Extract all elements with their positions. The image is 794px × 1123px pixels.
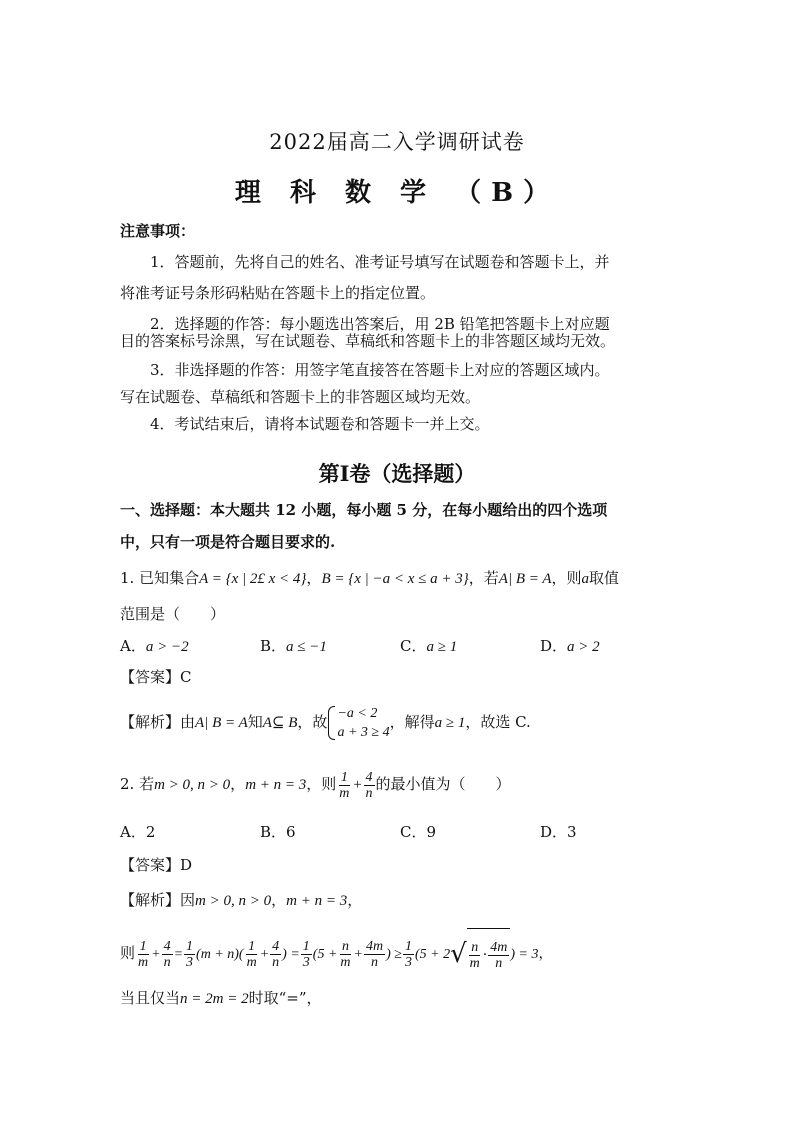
- subject-title: 理 科 数 学 （B）: [234, 178, 560, 208]
- q1-inequality-system: −a < 2 a + 3 ≥ 4: [327, 704, 389, 742]
- q1-set-b: B = {x | −a < x ≤ a + 3}: [321, 571, 469, 587]
- q2-answer: 【答案】D: [120, 856, 193, 874]
- q1-stem-line-2: 范围是（ ）: [120, 605, 226, 623]
- q1-stem-line-1: [120, 568, 619, 589]
- notice-item-4: 4．考试结束后，请将本试题卷和答题卡一并上交。: [150, 415, 490, 433]
- notice-item-1-line-1: 1．答题前，先将自己的姓名、准考证号填写在试题卷和答题卡上，并: [150, 253, 610, 271]
- q2-option-d: D．3: [540, 823, 577, 841]
- q2-analysis: 【解析】因m > 0, n > 0，m + n = 3，: [120, 891, 363, 909]
- q2-sqrt: √ $\frac{n}{m}$ · $\frac{4m}{n}$: [450, 928, 510, 980]
- q2-option-b: B．6: [260, 823, 296, 841]
- q2-fraction-2: $\frac{4}{n}$: [365, 769, 373, 801]
- q2-fraction-1: $\frac{1}{m}$: [339, 769, 350, 801]
- q2-stem: 2. 若m > 0, n > 0，m + n = 3，则 $\frac{1}{m}$ + $\frac{4}{n}$ 的最小值为（ ）: [120, 769, 511, 801]
- q1-stem-suffix: 取值: [589, 569, 620, 587]
- q1-sep-3: ，则: [551, 569, 582, 587]
- q1-stem-prefix: 1. 已知集合: [120, 569, 200, 587]
- q1-option-a: A．a > −2: [120, 637, 189, 655]
- q2-option-c: C．9: [400, 823, 437, 841]
- section-instruction-line-2: 中，只有一项是符合题目要求的.: [120, 533, 336, 551]
- q1-variable: a: [581, 571, 590, 587]
- notice-item-3-line-2: 写在试题卷、草稿纸和答题卡上的非答题区域均无效。: [120, 388, 481, 406]
- q1-set-a: A = {x | 2£ x < 4}: [199, 571, 307, 587]
- notice-item-2-line-1: 2．选择题的作答：每小题选出答案后，用 2B 铅笔把答题卡上对应题: [150, 315, 610, 333]
- q2-option-a: A．2: [120, 823, 156, 841]
- q1-condition: A| B = A: [498, 571, 552, 587]
- notice-item-3-line-1: 3．非选择题的作答：用签字笔直接答在答题卡上对应的答题区域内。: [150, 361, 610, 379]
- q1-sep-1: ，: [306, 569, 322, 587]
- notice-item-2-line-2: 目的答案标号涂黑，写在试题卷、草稿纸和答题卡上的非答题区域均无效。: [120, 332, 616, 350]
- section-title: 第Ⅰ卷（选择题）: [318, 461, 476, 486]
- q1-answer: 【答案】C: [120, 668, 192, 686]
- q1-sep-2: ，若: [468, 569, 499, 587]
- notice-item-1-line-2: 将准考证号条形码粘贴在答题卡上的指定位置。: [120, 284, 436, 302]
- q2-equality-condition: 当且仅当n = 2m = 2时取“=”，: [120, 989, 322, 1007]
- q1-option-d: D．a > 2: [540, 637, 600, 655]
- exam-title: 2022届高二入学调研试卷: [269, 130, 525, 154]
- q1-option-b: B．a ≤ −1: [260, 637, 327, 655]
- notice-heading: 注意事项：: [120, 222, 196, 240]
- q1-analysis: 【解析】由A| B = A知A⊆ B，故 −a < 2 a + 3 ≥ 4 ，解得a ≥ 1，故选 C.: [120, 706, 531, 740]
- q2-derivation: 则 $\frac{1}{m}$ + $\frac{4}{n}$ = $\frac{1}{3}$ (m + n)( $\frac{1}{m}$ + $\frac{4}{n}$ ) = $\frac{1}{3}$ (5 + $\frac{n}{m}$ + $\frac{4m}{n}$ ) ≥ $\frac{1}{3}$ (5 + 2 √ $\frac{n}{m}$ · $\frac{4m}{n}$ ) = 3，: [120, 928, 552, 980]
- section-instruction-line-1: 一、选择题：本大题共 12 小题，每小题 5 分，在每小题给出的四个选项: [120, 501, 608, 519]
- q1-option-c: C．a ≥ 1: [400, 637, 458, 655]
